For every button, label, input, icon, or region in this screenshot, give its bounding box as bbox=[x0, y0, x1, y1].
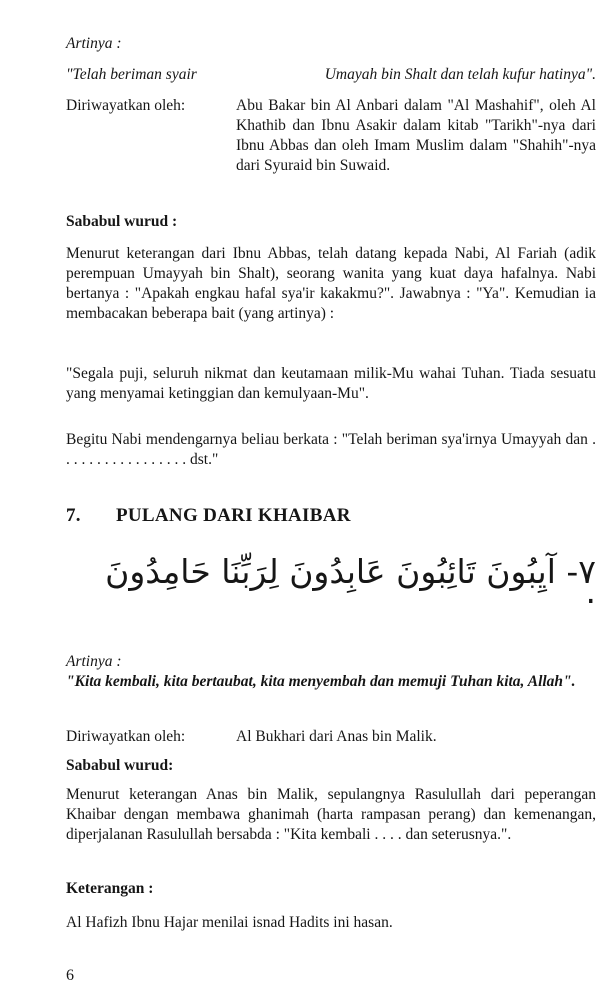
poem-text: "Segala puji, seluruh nikmat dan keutamaan milik-Mu wahai Tuhan. Tiada sesuatu yang menyamai ketinggian dan kemulyaan-Mu". bbox=[66, 365, 596, 402]
diriwayatkan-label: Diriwayatkan oleh: bbox=[66, 728, 186, 745]
keterangan-label: Keterangan : bbox=[66, 880, 154, 897]
closing-text: Begitu Nabi mendengarnya beliau berkata : "Telah beriman sya'irnya Umayyah dan . . . . . . . . . . . . . . . . . dst." bbox=[66, 431, 596, 468]
arabic-hadith-text: ٧- آيِبُونَ تَائِبُونَ عَابِدُونَ لِرَبِّنَا حَامِدُونَ . bbox=[105, 552, 596, 611]
section-title: PULANG DARI KHAIBAR bbox=[116, 505, 351, 526]
page-number: 6 bbox=[66, 967, 74, 984]
translation-line-top bbox=[66, 65, 596, 85]
diriwayatkan-row bbox=[66, 727, 596, 747]
translation-text: "Kita kembali, kita bertaubat, kita menyembah dan memuji Tuhan kita, Allah". bbox=[66, 673, 576, 690]
sababul-text: Menurut keterangan Anas bin Malik, sepulangnya Rasulullah dari peperangan Khaibar dengan membawa ghanimah (harta rampasan perang) dan kemenangan, diperjalanan Rasulullah bersabda : "Kita kembali . . . . dan seterusnya.". bbox=[66, 786, 596, 843]
section-heading bbox=[66, 506, 351, 526]
sababul-label-top: Sababul wurud : bbox=[66, 213, 178, 230]
diriwayatkan-label-top: Diriwayatkan oleh: bbox=[66, 97, 186, 114]
translation-right-part: Umayah bin Shalt dan telah kufur hatinya". bbox=[324, 66, 596, 83]
translation-left-part: "Telah beriman syair bbox=[66, 66, 197, 83]
keterangan-text: Al Hafizh Ibnu Hajar menilai isnad Hadits ini hasan. bbox=[66, 914, 393, 931]
artinya-label: Artinya : bbox=[66, 653, 122, 670]
diriwayatkan-row-top bbox=[66, 96, 596, 176]
diriwayatkan-text: Al Bukhari dari Anas bin Malik. bbox=[236, 728, 437, 745]
sababul-label: Sababul wurud: bbox=[66, 757, 174, 774]
sababul-text-top: Menurut keterangan dari Ibnu Abbas, telah datang kepada Nabi, Al Fariah (adik perempuan Umayyah bin Shalt), seorang wanita yang kuat daya hafalnya. Nabi bertanya : "Apakah engkau hafal sya'ir kakakmu?". Jawabnya : "Ya". Kemudian ia membacakan beberapa bait (yang artinya) : bbox=[66, 245, 596, 322]
artinya-label-top: Artinya : bbox=[66, 35, 122, 52]
section-number: 7. bbox=[66, 505, 81, 526]
diriwayatkan-text-top: Abu Bakar bin Al Anbari dalam "Al Mashahif", oleh Al Khathib dan Ibnu Asakir dalam kitab "Tarikh"-nya dari Ibnu Abbas dan oleh Imam Muslim dalam "Shahih"-nya dari Syuraid bin Suwaid. bbox=[236, 97, 596, 174]
